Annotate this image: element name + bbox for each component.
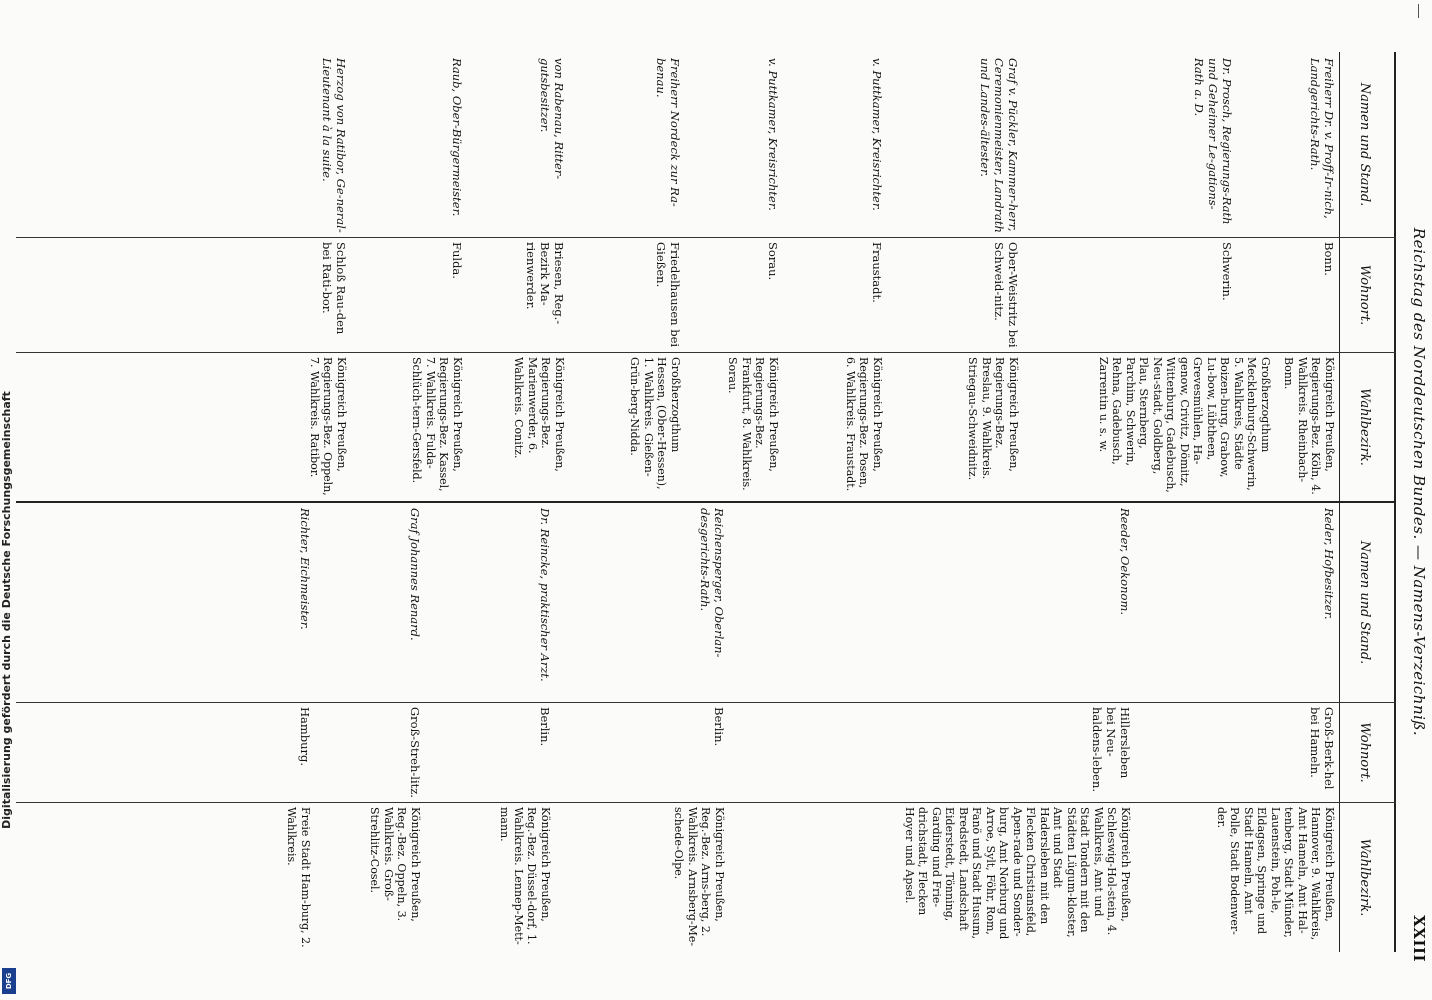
left-entry-district: Königreich Preußen, Regierungs-Bez. Marienwerder, 6. Wahlkreis. Conitz. [512,357,566,472]
digitization-credit-text: Digitalisierung gefördert durch die Deutsche Forschungsgemeinschaft [0,391,13,829]
page-header-title: Reichstag des Norddeutschen Bundes. — Namens-Verzeichniß. [1410,227,1428,737]
left-entry-name: Raub, Ober-Bürgermeister. [450,58,464,217]
right-entry-name: Reeder, Oekonom. [1118,508,1132,615]
right-entry-residence: Hamburg. [298,707,312,767]
left-col-sep-2 [16,352,1396,353]
right-entry-name: Reichensperger, Oberlan-desgerichts-Rath. [698,508,726,658]
left-entry-residence: Fulda. [450,242,464,279]
left-entry-name: Dr. Prosch, Regierungs-Rath und Geheimer Le-gations-Rath a. D. [1192,58,1234,225]
left-entry-name: v. Puttkamer, Kreisrichter. [766,58,780,211]
dfg-logo-text: DFG [5,972,13,990]
right-entry-residence: Berlin. [712,707,726,747]
dfg-logo [2,968,16,994]
right-entry-residence: Groß-Berk-hel bei Hameln. [1308,707,1336,790]
digitization-credit [0,391,13,829]
left-entry-district: Königreich Preußen, Regierungs-Bez. Oppeln, 7. Wahlkreis. Ratibor. [308,357,348,496]
left-entry-name: v. Puttkamer, Kreisrichter. [870,58,884,211]
page-number: XXIII [1410,915,1428,962]
left-entry-district: Großherzogthum Mecklenburg-Schwerin, 5. Wahlkreis, Städte Boizen-burg, Grabow, Lu-bow, Lübtheen, Grevesmühlen, Ha-genow, Crivitz, Dömitz, Wittenburg, Gadebusch, Neu-stadt, Goldberg, Plau, Sternberg, Parchim, Schwerin, Rehna, Gadebusch, Zarrentin u. s. w. [1097,357,1272,493]
left-district-heading: Wahlbezirk. [1357,388,1372,466]
left-entry-district: Königreich Preußen, Regierungs-Bez. Kassel, 7. Wahlkreis. Fulda-Schlüch-tern-Gersfeld. [410,357,464,492]
left-entry-district: Königreich Preußen, Regierungs-Bez. Köln, 4. Wahlkreis. Rheinbach-Bonn. [1282,357,1336,495]
right-entry-district: Königreich Preußen, Reg.-Bez. Oppeln, 3. Wahlkreis. Groß-Strehlitz-Cosel. [368,807,422,922]
left-entry-residence: Fraustadt. [870,242,884,303]
right-entry-name: Richter, Eichmeister. [298,508,312,630]
left-residence-heading: Wohnort. [1357,264,1372,326]
right-name-heading: Namen und Stand. [1357,540,1372,665]
rotated-register-page [2,12,1432,972]
left-entry-district: Königreich Preußen, Regierungs-Bez. Frankfurt, 8. Wahlkreis. Sorau. [726,357,780,491]
left-entry-residence: Ober-Weistritz bei Schweid-nitz. [992,242,1020,348]
center-divider [16,501,1396,503]
scan-edge-mark [1418,4,1419,18]
left-entry-district: Königreich Preußen, Regierungs-Bez. Posen, 6. Wahlkreis. Fraustadt. [844,357,884,492]
right-entry-name: Dr. Reincke, praktischer Arzt. [538,508,552,682]
left-entry-name: Freiherr Nordeck zur Ra-benau. [654,58,682,207]
left-entry-residence: Schloß Rau-den bei Rati-bor. [320,242,348,335]
left-entry-name: von Rabenau, Ritter-gutsbesitzer. [538,58,566,180]
left-entry-name: Freiherr Dr. v. Proff-Ir-nich, Landgerichts-Rath. [1308,58,1336,219]
left-entry-residence: Friedelhausen bei Gießen. [654,242,682,348]
right-entry-district: Königreich Preußen, Reg.-Bez. Arns-berg, 2. Wahlkreis. Arnsberg-Me-schede-Olpe. [672,807,726,947]
left-entry-residence: Briesen, Reg.-Bezirk Ma-rienwerder. [524,242,566,325]
right-entry-name: Reder, Hofbesitzer. [1322,508,1336,620]
right-entry-district: Königreich Preußen, Hannover, 9. Wahlkreis, Amt Hameln, Amt Hal-tenberg, Stadt Münder, Lauenstein, Poh-le, Eldagsen, Springe und Stadt Hameln, Amt Polle, Stadt Bodenwer-der. [1215,807,1336,941]
right-entry-residence: Groß-Streh-litz. [408,707,422,798]
left-col-sep-1 [16,237,1396,238]
right-col-sep-2 [16,802,1396,803]
right-entry-district: Freie Stadt Ham-burg, 2. Wahlkreis. [285,807,312,948]
left-entry-residence: Sorau. [766,242,780,281]
right-district-heading: Wahlbezirk. [1357,838,1372,917]
left-entry-name: Herzog von Ratibor, Ge-neral-Lieutenant à la suite. [320,58,348,233]
right-residence-heading: Wohnort. [1357,722,1372,783]
left-entry-residence: Bonn. [1322,242,1336,276]
right-entry-residence: Berlin. [538,707,552,747]
right-entry-name: Graf Johannes Renard. [408,508,422,641]
right-col-sep-1 [16,702,1396,703]
left-entry-district: Königreich Preußen, Regierungs-Bez. Breslau, 9. Wahlkreis. Striegau-Schweidnitz. [966,357,1020,481]
left-entry-name: Graf v. Pückler, Kammer-herr, Ceremonienmeister, Landrath und Landes-ältester. [978,58,1020,233]
right-entry-district: Königreich Preußen, Reg.-Bez. Düssel-dorf, 1. Wahlkreis. Lennep-Mett-mann. [498,807,552,945]
left-entry-district: Großherzogthum Hessen, (Ober-Hessen), 1. Wahlkreis. Gießen-Grün-berg-Nidda. [628,357,682,490]
right-entry-district: Königreich Preußen, Schleswig-Hol-stein, 4. Wahlkreis, Amt und Stadt Tondern mit den Städten Lügum-kloster, Amt und Stadt Hadersleben mit den Flecken Christiansfeld, Apen-rade und Sonder-burg, Amt Norburg und Arroe, Sylt, Föhr, Rom, Fanö und Stadt Husum, Bredstedt, Landschaft Eiderstedt, Tönning, Garding und Frie-drichstadt, Flecken Hoyer und Apsel. [903,807,1132,940]
left-name-heading: Namen und Stand. [1357,82,1372,207]
right-entry-residence: Hillersleben bei Neu-haldens-leben. [1090,707,1132,793]
left-entry-residence: Schwerin. [1220,242,1234,301]
